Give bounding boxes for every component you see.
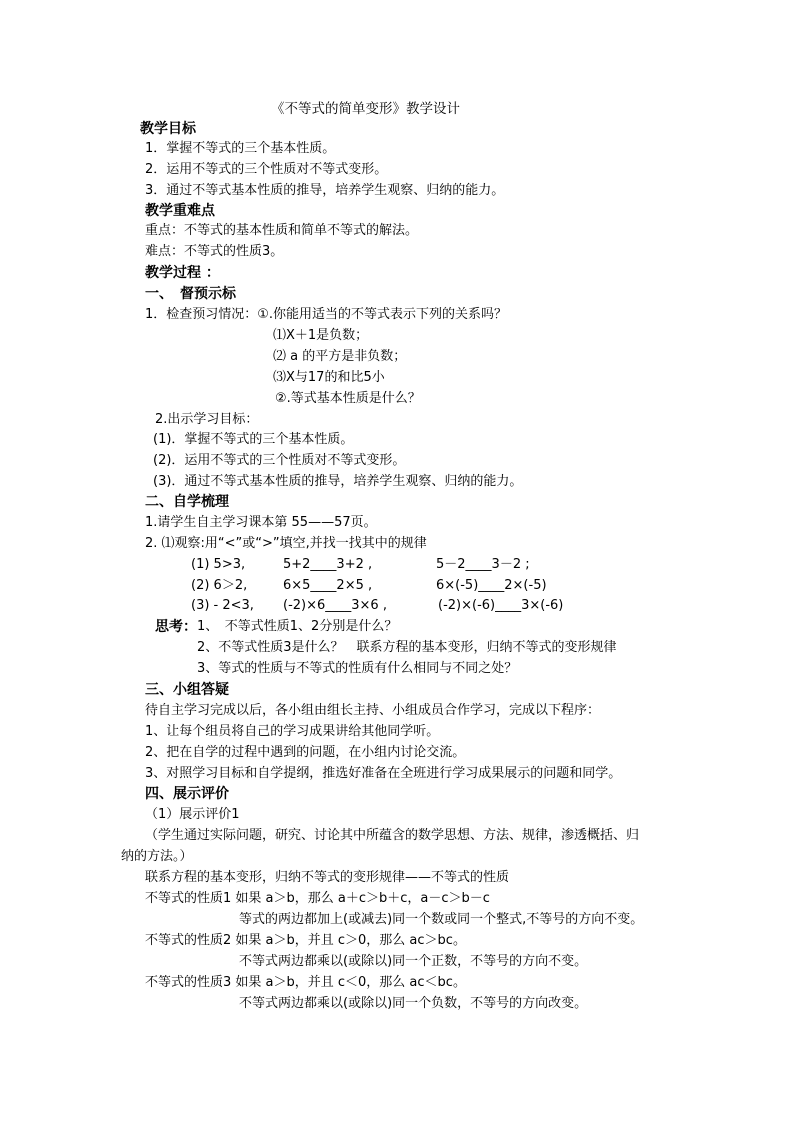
exercise-cell: (3) - 2<3, [191,598,254,613]
part-heading-evaluation: 四、展示评价 [145,786,229,802]
group-step: 1、让每个组员将自己的学习成果讲给其他同学听。 [145,724,440,739]
group-step: 3、对照学习目标和自学提纲，推选好准备在全班进行学习成果展示的问题和同学。 [145,766,622,781]
question-item: ⑶X与17的和比5小 [273,370,385,385]
goal-item: (3)．通过不等式基本性质的推导，培养学生观察、归纳的能力。 [153,474,523,489]
goal-item: 2．运用不等式的三个性质对不等式变形。 [145,162,388,177]
evaluation-note: （学生通过实际问题，研究、讨论其中所蕴含的数学思想、方法、规律，渗透概括、归 [145,828,640,843]
group-intro: 待自主学习完成以后，各小组由组长主持、小组成员合作学习，完成以下程序： [145,703,601,718]
inequality-property: 不等式的性质1 如果 a＞b，那么 a＋c＞b＋c，a－c＞b－c [145,891,490,906]
check-preview: 1．检查预习情况：①.你能用适当的不等式表示下列的关系吗？ [145,307,508,322]
question-item: ⑵ a 的平方是非负数； [273,349,407,364]
part-heading-preview: 一、 督预示标 [145,286,236,302]
document-title: 《不等式的简单变形》教学设计 [271,101,460,117]
exercise-cell: 6×(-5)____2×(-5) [436,578,547,593]
goal-item: (2)．运用不等式的三个性质对不等式变形。 [153,453,406,468]
goal-item: 3．通过不等式基本性质的推导，培养学生观察、归纳的能力。 [145,183,505,198]
goals-title: 2.出示学习目标： [155,412,259,427]
exercise-cell: 6×5____2×5 , [283,578,373,593]
exercise-cell: 5－2____3－2 ; [436,557,530,572]
section-heading-key-points: 教学重难点 [145,203,215,219]
goal-item: (1)．掌握不等式的三个基本性质。 [153,432,354,447]
think-item: 2、不等式性质3是什么？ 联系方程的基本变形，归纳不等式的变形规律 [197,640,617,655]
think-label: 思考： [155,619,197,635]
section-heading-process: 教学过程 ： [145,265,220,281]
part-heading-self-study: 二、自学梳理 [145,494,229,510]
inequality-property: 不等式的性质2 如果 a＞b，并且 c＞0，那么 ac＞bc。 [145,933,466,948]
key-point: 重点：不等式的基本性质和简单不等式的解法。 [145,223,419,238]
inequality-property-desc: 等式的两边都加上(或减去)同一个数或同一个整式,不等号的方向不变。 [239,912,644,927]
question-item: ②.等式基本性质是什么？ [275,391,421,406]
reading-instruction: 1.请学生自主学习课本第 55——57页。 [145,515,377,530]
inequality-property: 不等式的性质3 如果 a＞b，并且 c＜0，那么 ac＜bc。 [145,975,466,990]
inequality-property-desc: 不等式两边都乘以(或除以)同一个负数，不等号的方向改变。 [239,996,588,1011]
exercise-cell: (-2)×(-6)____3×(-6) [438,598,564,613]
exercise-cell: (-2)×6____3×6 , [283,598,387,613]
question-item: ⑴X＋1是负数； [273,328,369,343]
think-item: 1、 不等式性质1、2分别是什么？ [197,619,398,634]
think-item: 3、等式的性质与不等式的性质有什么相同与不同之处？ [197,661,518,676]
exercise-cell: 5+2____3+2 , [283,557,373,572]
part-heading-group-qa: 三、小组答疑 [145,682,229,698]
goal-item: 1．掌握不等式的三个基本性质。 [145,141,336,156]
evaluation-note: 纳的方法。） [121,849,193,864]
evaluation-link: 联系方程的基本变形，归纳不等式的变形规律——不等式的性质 [145,870,510,885]
section-heading-goals: 教学目标 [140,121,196,137]
evaluation-subheading: （1）展示评价1 [145,807,240,822]
difficult-point: 难点：不等式的性质3。 [145,244,284,259]
exercise-cell: (1) 5>3, [191,557,246,572]
observe-instruction: 2. ⑴观察:用“<”或“>”填空,并找一找其中的规律 [145,536,427,551]
inequality-property-desc: 不等式两边都乘以(或除以)同一个正数，不等号的方向不变。 [239,954,588,969]
exercise-cell: (2) 6＞2, [191,578,248,593]
group-step: 2、把在自学的过程中遇到的问题，在小组内讨论交流。 [145,745,466,760]
